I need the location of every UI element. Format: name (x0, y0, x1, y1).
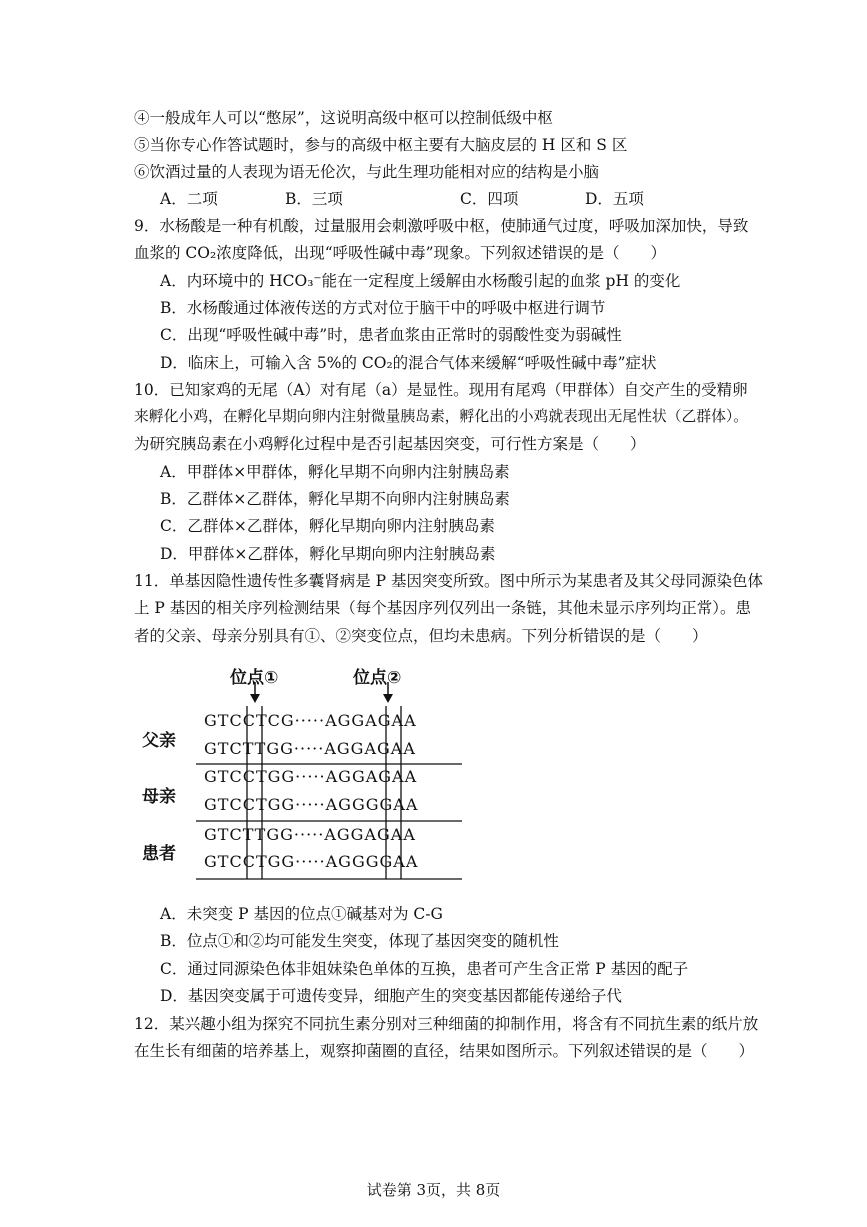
q11-stem-line2: 上 P 基因的相关序列检测结果（每个基因序列仅列出一条链，其他未显示序列均正常）。患 (134, 599, 752, 617)
q11-option-d: D．基因突变属于可遗传变异，细胞产生的突变基因都能传递给子代 (160, 987, 622, 1005)
page-footer: 试卷第 3页，共 8页 (366, 1181, 501, 1199)
q11-option-b: B．位点①和②均可能发生突变，体现了基因突变的随机性 (160, 932, 559, 950)
q9-option-d: D．临床上，可输入含 5%的 CO₂的混合气体来缓解“呼吸性碱中毒”症状 (160, 354, 657, 372)
statement-5: ⑤当你专心作答试题时，参与的高级中枢主要有大脑皮层的 H 区和 S 区 (134, 136, 628, 154)
q10-option-b: B．乙群体×乙群体，孵化早期不向卵内注射胰岛素 (160, 490, 510, 508)
q11-option-a: A．未突变 P 基因的位点①碱基对为 C-G (160, 905, 443, 923)
q12-stem-line1: 12．某兴趣小组为探究不同抗生素分别对三种细菌的抑制作用，将含有不同抗生素的纸片放 (134, 1015, 759, 1033)
row-label-mother: 母亲 (142, 787, 176, 807)
site-2-label: 位点② (353, 668, 402, 688)
father-seq-1: GTCCTCG·····AGGAGAA (204, 711, 417, 730)
row-label-patient: 患者 (142, 844, 176, 864)
q11-option-c: C．通过同源染色体非姐妹染色单体的互换，患者可产生含正常 P 基因的配子 (160, 960, 689, 978)
site-1-label: 位点① (230, 668, 279, 688)
patient-seq-2: GTCCTGG·····AGGGGAA (204, 852, 419, 871)
q8-option-b: B．三项 (285, 190, 343, 208)
q8-option-c: C．四项 (460, 190, 519, 208)
q10-option-c: C．乙群体×乙群体，孵化早期向卵内注射胰岛素 (160, 517, 495, 535)
q10-option-d: D．甲群体×乙群体，孵化早期向卵内注射胰岛素 (160, 545, 496, 563)
q10-option-a: A．甲群体×甲群体，孵化早期不向卵内注射胰岛素 (160, 463, 510, 481)
q12-stem-line2: 在生长有细菌的培养基上，观察抑菌圈的直径，结果如图所示。下列叙述错误的是（ ） (134, 1042, 755, 1060)
q9-stem-line1: 9．水杨酸是一种有机酸，过量服用会刺激呼吸中枢，使肺通气过度，呼吸加深加快，导致 (134, 217, 749, 235)
statement-4: ④一般成年人可以“憋尿”，这说明高级中枢可以控制低级中枢 (134, 109, 553, 127)
gene-sequence-figure (134, 660, 474, 885)
q8-option-d: D．五项 (585, 190, 644, 208)
statement-6: ⑥饮酒过量的人表现为语无伦次，与此生理功能相对应的结构是小脑 (134, 163, 600, 181)
q9-option-c: C．出现“呼吸性碱中毒”时，患者血浆由正常时的弱酸性变为弱碱性 (160, 326, 622, 344)
patient-seq-1: GTCTTGG·····AGGAGAA (204, 825, 416, 844)
q10-stem-line3: 为研究胰岛素在小鸡孵化过程中是否引起基因突变，可行性方案是（ ） (134, 435, 646, 453)
mother-seq-2: GTCCTGG·····AGGGGAA (204, 795, 419, 814)
q10-stem-line1: 10．已知家鸡的无尾（A）对有尾（a）是显性。现用有尾鸡（甲群体）自交产生的受精卵 (134, 381, 748, 399)
q9-option-b: B．水杨酸通过体液传送的方式对位于脑干中的呼吸中枢进行调节 (160, 299, 606, 317)
father-seq-2: GTCTTGG·····AGGAGAA (204, 739, 416, 758)
q11-stem-line1: 11．单基因隐性遗传性多囊肾病是 P 基因突变所致。图中所示为某患者及其父母同源染色体 (134, 572, 764, 590)
q10-stem-line2: 来孵化小鸡，在孵化早期向卵内注射微量胰岛素，孵化出的小鸡就表现出无尾性状（乙群体）。 (134, 408, 749, 425)
q9-option-a: A．内环境中的 HCO₃⁻能在一定程度上缓解由水杨酸引起的血浆 pH 的变化 (160, 272, 681, 290)
row-label-father: 父亲 (142, 731, 176, 751)
q8-options (160, 188, 644, 210)
q9-stem-line2: 血浆的 CO₂浓度降低，出现“呼吸性碱中毒”现象。下列叙述错误的是（ ） (134, 244, 667, 262)
q11-stem-line3: 者的父亲、母亲分别具有①、②突变位点，但均未患病。下列分析错误的是（ ） (134, 627, 708, 645)
mother-seq-1: GTCCTGG·····AGGAGAA (204, 767, 418, 786)
q8-option-a: A．二项 (160, 190, 218, 208)
